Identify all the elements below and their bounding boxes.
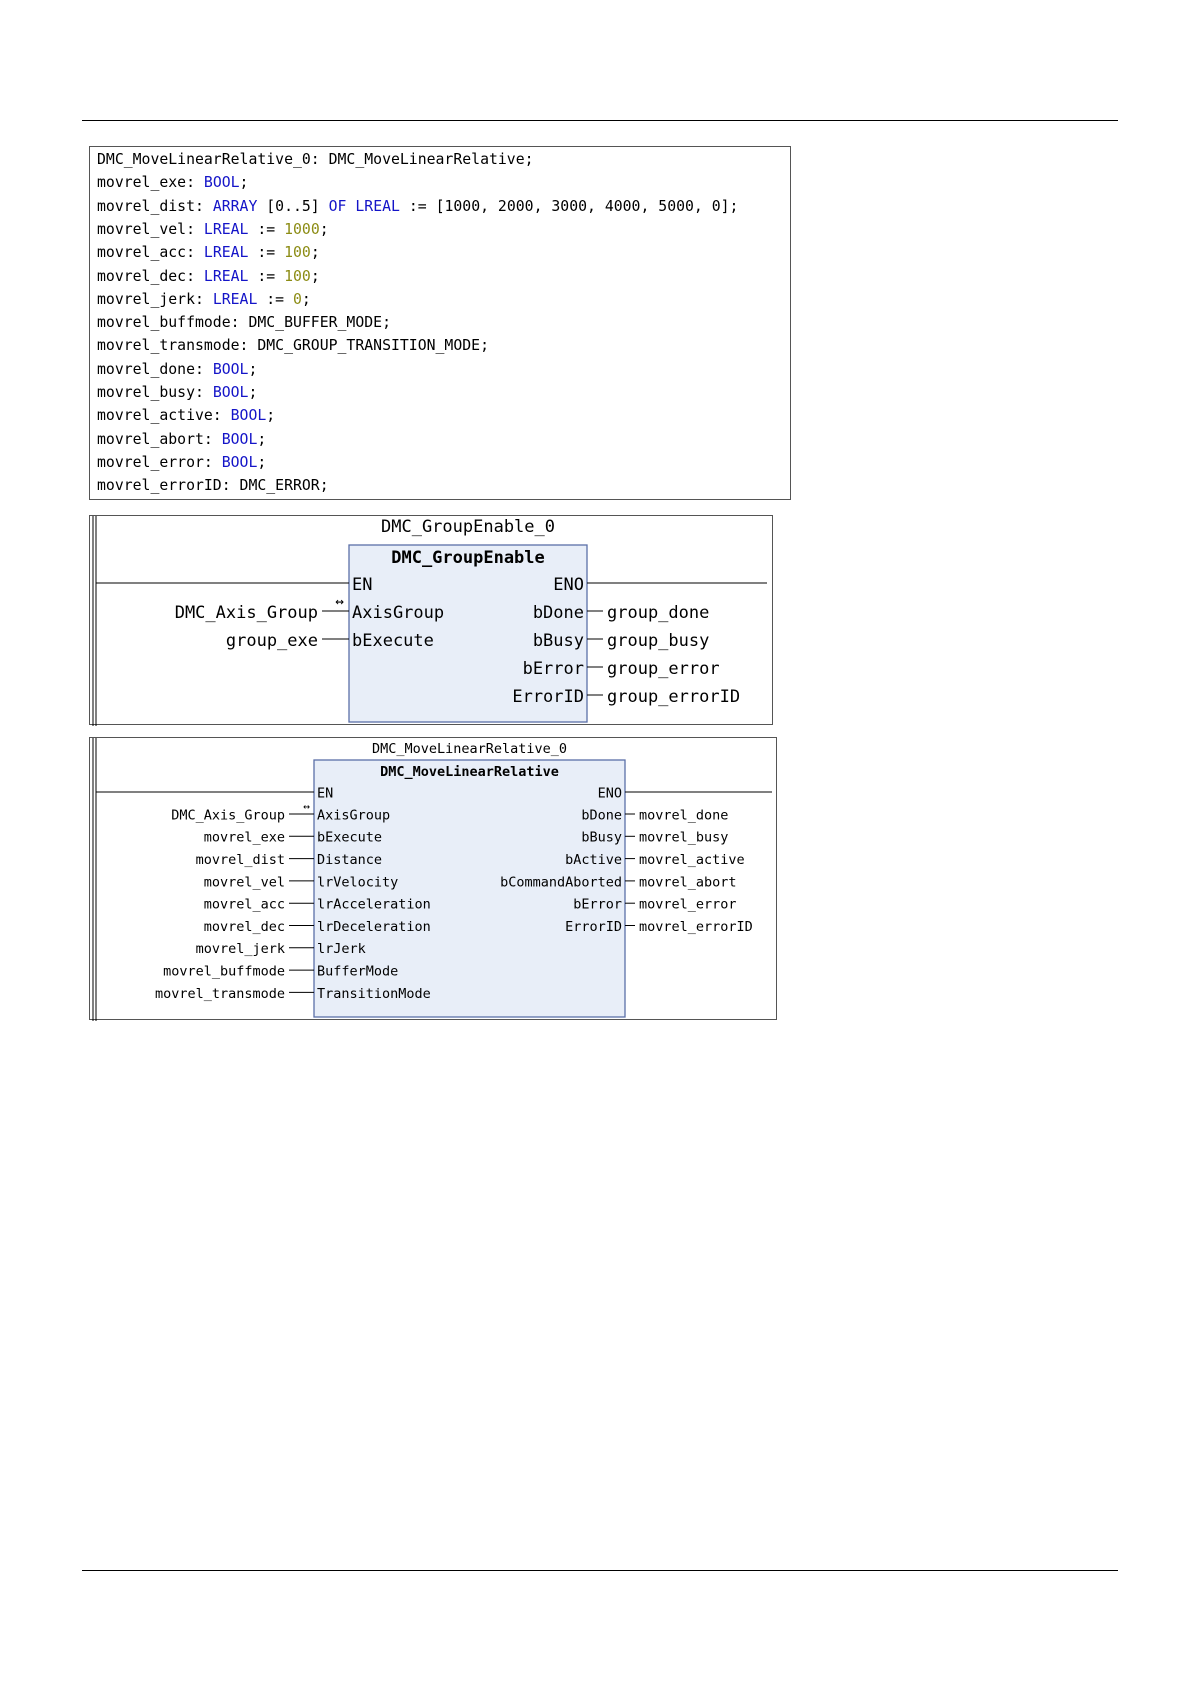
footer-rule bbox=[82, 1570, 1118, 1571]
input-pin-label: BufferMode bbox=[317, 963, 399, 980]
output-pin-label: bDone bbox=[532, 602, 584, 623]
input-variable: movrel_jerk bbox=[195, 941, 285, 958]
output-pin-label: bError bbox=[573, 896, 622, 913]
block-type-name: DMC_GroupEnable bbox=[391, 548, 545, 568]
output-pin-label: bBusy bbox=[581, 829, 622, 846]
input-variable: movrel_dec bbox=[203, 918, 285, 935]
code-token: movrel_buffmode: DMC_BUFFER_MODE; bbox=[97, 314, 391, 332]
fbd-move-linear-relative bbox=[89, 737, 777, 1020]
declaration-line bbox=[97, 334, 489, 357]
keyword-token: ARRAY bbox=[212, 197, 258, 215]
keyword-token: LREAL bbox=[355, 197, 400, 215]
declaration-line bbox=[97, 451, 266, 474]
code-token: [0..5] bbox=[257, 197, 329, 215]
keyword-token: BOOL bbox=[203, 174, 240, 192]
input-pin-label: lrVelocity bbox=[317, 874, 399, 891]
output-variable: movrel_errorID bbox=[639, 918, 753, 935]
code-token: ; bbox=[310, 244, 320, 262]
code-token: movrel_transmode: DMC_GROUP_TRANSITION_MODE; bbox=[97, 337, 489, 355]
output-pin-label: bBusy bbox=[532, 630, 584, 651]
output-pin-label: bActive bbox=[565, 852, 622, 868]
header-rule bbox=[82, 120, 1118, 121]
code-token: movrel_active: bbox=[97, 407, 231, 425]
input-variable: movrel_acc bbox=[203, 896, 285, 913]
output-variable: group_error bbox=[607, 658, 720, 679]
input-pin-label: lrAcceleration bbox=[317, 896, 431, 913]
output-variable: group_errorID bbox=[607, 686, 741, 707]
keyword-token: LREAL bbox=[203, 267, 249, 285]
code-token: movrel_errorID: DMC_ERROR; bbox=[97, 477, 329, 495]
output-variable: movrel_abort bbox=[639, 874, 737, 891]
declaration-line bbox=[97, 358, 257, 381]
number-token: 0 bbox=[293, 290, 302, 308]
instance-name: DMC_MoveLinearRelative_0 bbox=[371, 741, 568, 757]
declaration-line bbox=[97, 404, 275, 427]
code-token: ; bbox=[257, 430, 267, 448]
output-variable: group_done bbox=[607, 602, 710, 623]
keyword-token: OF bbox=[328, 197, 347, 215]
instance-name: DMC_GroupEnable_0 bbox=[381, 517, 555, 537]
input-pin-label: bExecute bbox=[352, 630, 434, 651]
declaration-line bbox=[97, 474, 329, 497]
code-token: ; bbox=[319, 220, 329, 238]
input-pin-label: lrJerk bbox=[317, 941, 366, 958]
keyword-token: BOOL bbox=[221, 453, 258, 471]
keyword-token: LREAL bbox=[203, 220, 249, 238]
output-pin-label: ErrorID bbox=[512, 686, 584, 707]
code-token: ; bbox=[310, 267, 320, 285]
declaration-line bbox=[97, 195, 738, 218]
block-type-name: DMC_MoveLinearRelative bbox=[380, 764, 559, 780]
inout-arrow-icon: ↔ bbox=[335, 593, 345, 610]
code-token: := bbox=[248, 220, 285, 238]
code-token: movrel_error: bbox=[97, 453, 222, 471]
declaration-line bbox=[97, 171, 248, 194]
declaration-line bbox=[97, 381, 257, 404]
input-variable: movrel_dist bbox=[195, 852, 285, 868]
output-pin-label: bDone bbox=[581, 807, 622, 824]
input-variable: group_exe bbox=[225, 630, 318, 651]
eno-label: ENO bbox=[553, 574, 584, 595]
en-label: EN bbox=[317, 785, 334, 802]
code-token: := bbox=[248, 267, 285, 285]
output-pin-label: bCommandAborted bbox=[500, 874, 622, 891]
input-variable: movrel_vel bbox=[203, 874, 285, 891]
en-label: EN bbox=[352, 574, 373, 595]
code-token: DMC_MoveLinearRelative_0: DMC_MoveLinearRelative; bbox=[97, 151, 534, 168]
code-token: movrel_dec: bbox=[97, 267, 204, 285]
input-pin-label: TransitionMode bbox=[317, 985, 431, 1002]
code-token: ; bbox=[239, 174, 249, 192]
input-variable: movrel_exe bbox=[203, 829, 285, 846]
keyword-token: BOOL bbox=[212, 360, 249, 378]
number-token: 100 bbox=[284, 267, 311, 285]
output-variable: movrel_active bbox=[639, 852, 745, 868]
keyword-token: LREAL bbox=[212, 290, 258, 308]
input-pin-label: bExecute bbox=[317, 829, 383, 846]
declaration-line bbox=[97, 428, 266, 451]
keyword-token: BOOL bbox=[221, 430, 258, 448]
output-pin-label: bError bbox=[522, 658, 584, 679]
declaration-line bbox=[97, 241, 320, 264]
code-token: movrel_busy: bbox=[97, 384, 213, 401]
declaration-line bbox=[97, 148, 534, 171]
keyword-token: BOOL bbox=[230, 407, 267, 425]
fbd-group-enable bbox=[89, 515, 773, 725]
code-token: := bbox=[248, 244, 285, 262]
input-variable: DMC_Axis_Group bbox=[171, 807, 285, 824]
input-pin-label: lrDeceleration bbox=[317, 918, 431, 935]
number-token: 100 bbox=[284, 244, 311, 262]
fbd-canvas bbox=[90, 516, 774, 726]
code-token: movrel_abort: bbox=[97, 430, 222, 448]
code-token: movrel_vel: bbox=[97, 220, 204, 238]
code-token: movrel_done: bbox=[97, 360, 213, 378]
code-token: ; bbox=[266, 407, 276, 425]
input-variable: DMC_Axis_Group bbox=[174, 602, 318, 623]
input-variable: movrel_buffmode bbox=[163, 963, 285, 980]
inout-arrow-icon: ↔ bbox=[303, 798, 311, 813]
declaration-line bbox=[97, 218, 329, 241]
input-pin-label: Distance bbox=[317, 852, 383, 868]
code-token: movrel_acc: bbox=[97, 244, 204, 262]
fbd-canvas bbox=[90, 738, 778, 1021]
input-variable: movrel_transmode bbox=[154, 985, 285, 1002]
declaration-line bbox=[97, 265, 320, 288]
variable-declaration-panel bbox=[89, 146, 791, 500]
output-variable: movrel_done bbox=[639, 807, 729, 824]
code-token: movrel_jerk: bbox=[97, 290, 213, 308]
output-variable: movrel_error bbox=[639, 896, 737, 913]
code-token: movrel_exe: bbox=[97, 174, 204, 192]
input-pin-label: AxisGroup bbox=[317, 807, 391, 824]
keyword-token: LREAL bbox=[203, 244, 249, 262]
code-token: := bbox=[257, 290, 293, 308]
code-token: := [1000, 2000, 3000, 4000, 5000, 0]; bbox=[399, 197, 739, 215]
declaration-line bbox=[97, 288, 311, 311]
code-token: ; bbox=[248, 384, 258, 401]
eno-label: ENO bbox=[597, 785, 622, 802]
input-pin-label: AxisGroup bbox=[352, 602, 445, 623]
number-token: 1000 bbox=[284, 220, 320, 238]
output-pin-label: ErrorID bbox=[565, 918, 622, 935]
code-token: movrel_dist: bbox=[97, 197, 213, 215]
code-token: ; bbox=[248, 360, 258, 378]
code-token: ; bbox=[301, 290, 311, 308]
output-variable: group_busy bbox=[607, 630, 710, 651]
code-token: ; bbox=[257, 453, 267, 471]
declaration-line bbox=[97, 311, 391, 334]
output-variable: movrel_busy bbox=[639, 829, 729, 846]
keyword-token: BOOL bbox=[212, 384, 249, 401]
